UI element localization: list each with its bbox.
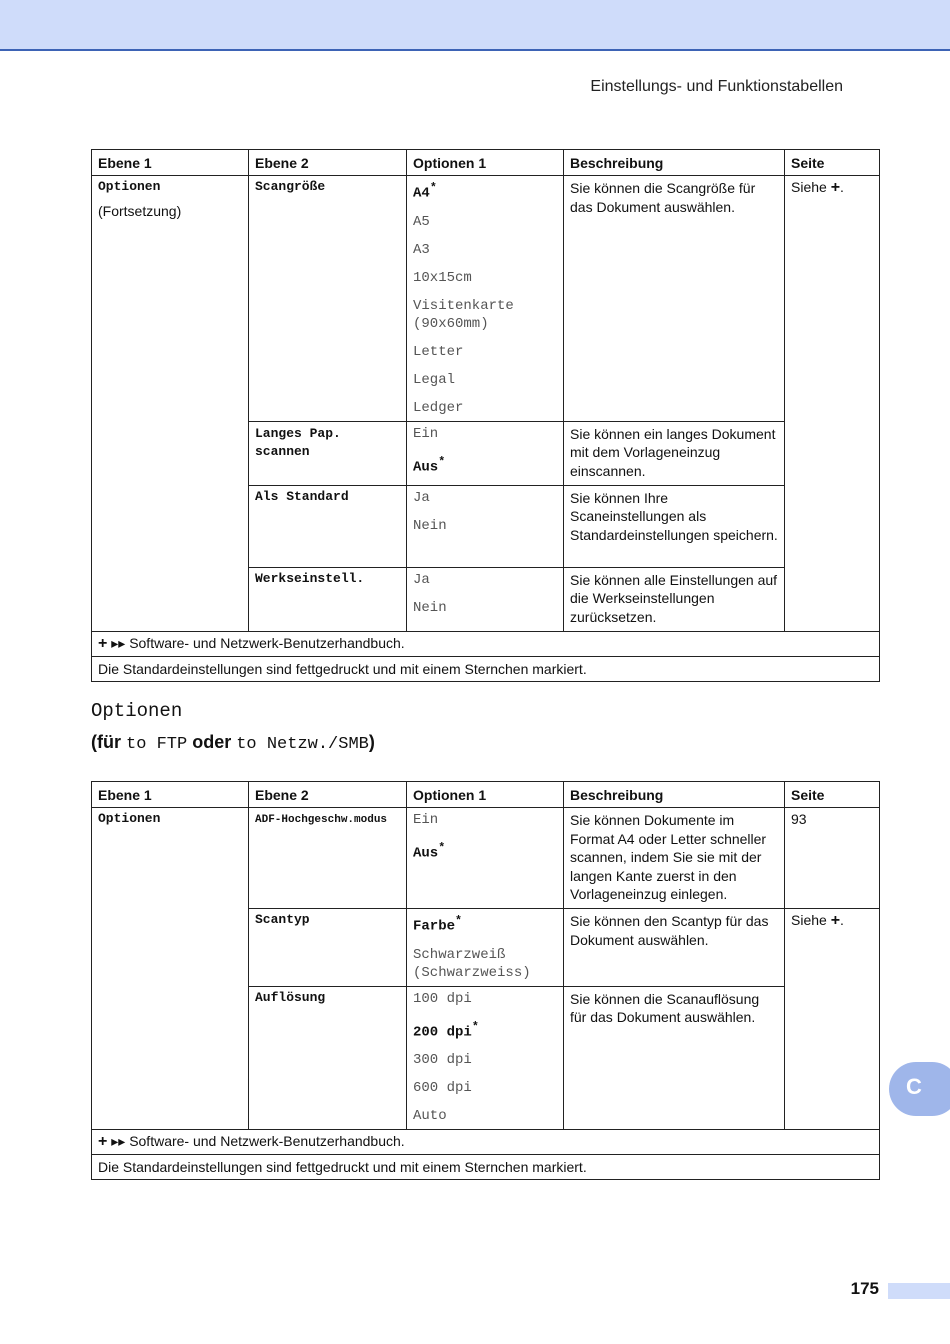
appendix-letter: C [906,1074,922,1099]
note-row [92,1130,880,1155]
description-cell: Sie können ein langes Dokument mit dem Vorlageneinzug einscannen. [564,421,785,485]
description-cell: Sie können die Scangröße für das Dokument auswählen. [564,176,785,422]
default-note: Die Standardeinstellungen sind fettgedruckt und mit einem Sternchen markiert. [92,1155,880,1180]
option-item: A4* [413,181,437,202]
options-list [413,425,557,477]
description-cell: Sie können Ihre Scaneinstellungen als Standardeinstellungen speichern. [564,485,785,567]
column-header: Beschreibung [564,782,785,808]
level2-cell: Langes Pap. scannen [249,421,407,485]
column-header: Seite [785,782,880,808]
column-header: Beschreibung [564,150,785,176]
option-item: A3 [413,241,430,258]
options-list [413,990,557,1126]
reference-note [92,1130,880,1155]
description-cell: Sie können die Scanauflösung für das Dokument auswählen. [564,986,785,1130]
subtitle-open: (für [91,732,126,752]
top-band [0,0,950,51]
option-item: Ja [413,489,430,506]
plus-icon: + [830,912,841,929]
level1-cell [92,176,249,632]
options-cell [407,567,564,631]
double-arrow-icon: ▸▸ [111,1133,126,1150]
option-item: Aus* [413,841,446,862]
period: . [840,179,844,195]
reference-text: Software- und Netzwerk-Benutzerhandbuch. [129,1133,405,1150]
description-cell: Sie können den Scantyp für das Dokument auswählen. [564,909,785,987]
options-list [413,179,557,417]
appendix-tab [889,1062,950,1116]
option-item: A5 [413,213,430,230]
default-marker: * [471,1019,479,1034]
option-item: Aus* [413,454,446,476]
page-number: 175 [850,1279,879,1298]
option-item: 600 dpi [413,1080,472,1097]
option-item: Nein [413,599,447,616]
column-header: Ebene 2 [249,782,407,808]
option-item: Farbe* [413,914,463,935]
section-subtitle [91,732,375,754]
section-title: Optionen [91,700,183,722]
options-cell [407,986,564,1130]
column-header: Ebene 1 [92,150,249,176]
level2-cell: Werkseinstell. [249,567,407,631]
running-header: Einstellungs- und Funktionstabellen [590,78,843,95]
option-item: 100 dpi [413,990,472,1007]
column-header: Optionen 1 [407,150,564,176]
options-cell [407,485,564,567]
description-cell: Sie können alle Einstellungen auf die Werkseinstellungen zurücksetzen. [564,567,785,631]
options-cell [407,176,564,422]
option-item: Ledger [413,399,464,416]
default-marker: * [429,181,437,195]
option-item: Ein [413,812,439,828]
options-cell [407,421,564,485]
options-list [413,912,557,982]
options-list [413,811,557,863]
period: . [840,912,844,928]
reference-note [92,631,880,656]
level2-cell: Scantyp [249,909,407,987]
options-cell [407,909,564,987]
level1-cell: Optionen [92,808,249,1130]
level1-sub: (Fortsetzung) [98,203,182,219]
table-row [92,808,880,909]
option-item: 10x15cm [413,269,472,286]
level1-label: Optionen [98,179,161,194]
subtitle-mid: oder [187,732,237,752]
option-item: Ja [413,571,430,588]
default-marker: * [455,914,463,928]
page-cell [785,909,880,1130]
level2-cell: Auflösung [249,986,407,1130]
option-item: 300 dpi [413,1052,472,1069]
settings-table-2 [91,781,880,1180]
plus-icon: + [98,634,108,652]
subtitle-mono-1: to FTP [126,735,188,754]
page-cell: 93 [785,808,880,909]
page-bar [888,1283,950,1299]
options-list [413,489,557,535]
option-item: 200 dpi* [413,1019,479,1041]
page-cell [785,176,880,632]
option-item: Visitenkarte (90x60mm) [413,297,514,332]
double-arrow-icon: ▸▸ [111,634,126,651]
table-header-row [92,782,880,808]
options-list [413,571,557,617]
subtitle-close: ) [368,732,375,752]
note-row [92,656,880,681]
option-item: Nein [413,517,447,534]
description-cell: Sie können Dokumente im Format A4 oder Letter schneller scannen, indem Sie sie mit der langen Kante zuerst in den Vorlageneinzug einlegen. [564,808,785,909]
column-header: Optionen 1 [407,782,564,808]
level2-cell: Scangröße [249,176,407,422]
option-item: Schwarzweiß (Schwarzweiss) [413,946,531,981]
level2-cell: Als Standard [249,485,407,567]
reference-text: Software- und Netzwerk-Benutzerhandbuch. [129,634,405,651]
page-ref-text: Siehe [791,179,827,195]
default-marker: * [438,454,446,469]
default-note: Die Standardeinstellungen sind fettgedruckt und mit einem Sternchen markiert. [92,656,880,681]
option-item: Auto [413,1108,447,1125]
option-item: Legal [413,371,456,388]
option-item: Letter [413,343,464,360]
option-item: Ein [413,425,439,442]
column-header: Ebene 1 [92,782,249,808]
note-row [92,631,880,656]
plus-icon: + [98,1133,108,1151]
subtitle-mono-2: to Netzw./SMB [236,735,369,754]
default-marker: * [438,841,446,855]
plus-icon: + [830,179,841,196]
settings-table-1 [91,149,880,682]
column-header: Ebene 2 [249,150,407,176]
table-row [92,176,880,422]
options-cell [407,808,564,909]
level2-cell: ADF-Hochgeschw.modus [249,808,407,909]
column-header: Seite [785,150,880,176]
page-ref-text: Siehe [791,912,827,928]
note-row [92,1155,880,1180]
table-header-row [92,150,880,176]
